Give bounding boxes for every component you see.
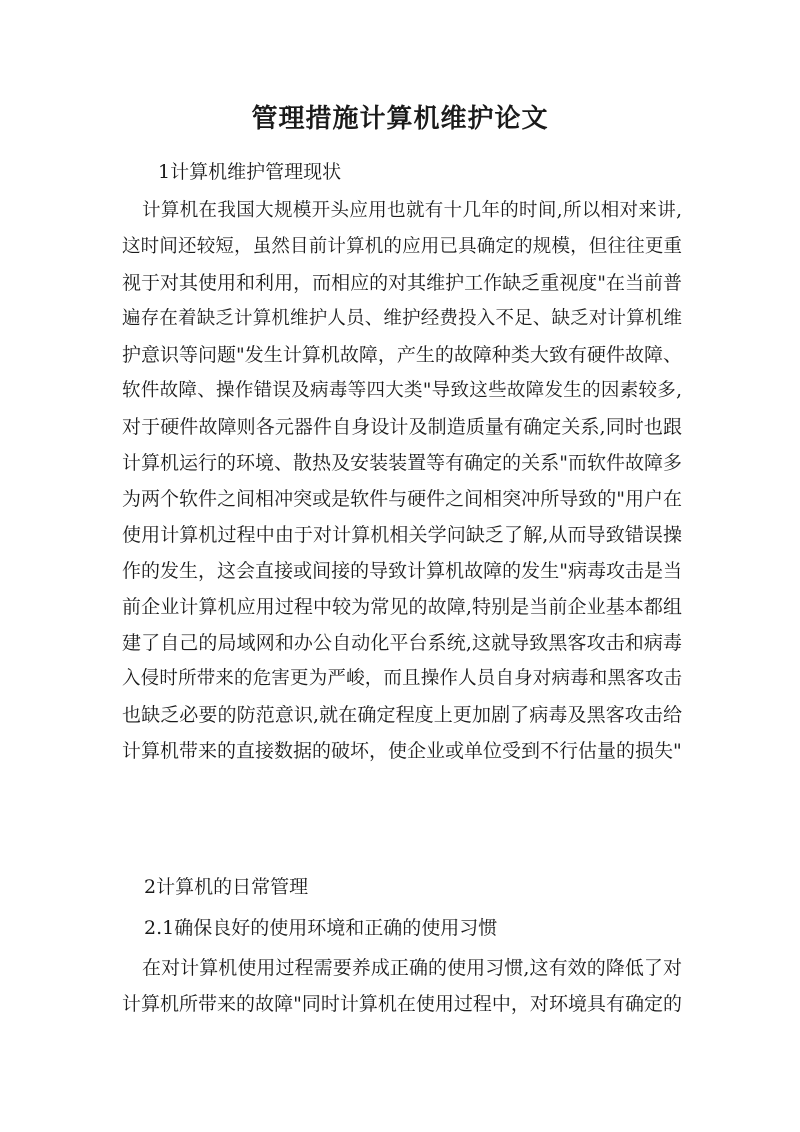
section-1-paragraph — [122, 193, 682, 769]
paragraph-line: 遍存在着缺乏计算机维护人员、维护经费投入不足、缺乏对计算机维 — [122, 308, 682, 329]
paragraph-line: 建了自己的局域网和办公自动化平台系统,这就导致黑客攻击和病毒 — [122, 632, 682, 654]
paragraph-line: 对于硬件故障则各元器件自身设计及制造质量有确定关系,同时也跟 — [122, 416, 682, 438]
paragraph-line: 在对计算机使用过程需要养成正确的使用习惯,这有效的降低了对 — [142, 957, 682, 979]
section-heading-1: 1计算机维护管理现状 — [158, 161, 342, 183]
paragraph-line: 为两个软件之间相冲突或是软件与硬件之间相突冲所导致的"用户在 — [122, 488, 682, 510]
paragraph-line: 入侵时所带来的危害更为严峻，而且操作人员自身对病毒和黑客攻击 — [122, 668, 682, 689]
paragraph-line: 作的发生，这会直接或间接的导致计算机故障的发生"病毒攻击是当 — [122, 560, 682, 582]
paragraph-line: 使用计算机过程中由于对计算机相关学问缺乏了解,从而导致错误操 — [122, 524, 682, 546]
section-heading-2: 2计算机的日常管理 — [144, 876, 309, 898]
paragraph-line: 也缺乏必要的防范意识,就在确定程度上更加剧了病毒及黑客攻击给 — [122, 704, 682, 726]
paragraph-line: 计算机所带来的故障"同时计算机在使用过程中，对环境具有确定的 — [122, 993, 682, 1015]
paragraph-line: 前企业计算机应用过程中较为常见的故障,特别是当前企业基本都组 — [122, 596, 682, 618]
paragraph-line: 这时间还较短，虽然目前计算机的应用已具确定的规模，但往往更重 — [122, 236, 682, 257]
section-2-1-paragraph — [122, 950, 682, 1022]
paragraph-line: 计算机运行的环境、散热及安装装置等有确定的关系"而软件故障多 — [122, 452, 682, 474]
paragraph-line: 护意识等问题"发生计算机故障，产生的故障种类大致有硬件故障、 — [122, 344, 682, 366]
paragraph-line: 视于对其使用和利用，而相应的对其维护工作缺乏重视度"在当前普 — [122, 272, 682, 294]
section-heading-2-1: 2.1确保良好的使用环境和正确的使用习惯 — [144, 917, 498, 939]
document-title: 管理措施计算机维护论文 — [251, 104, 549, 134]
paragraph-line: 计算机带来的直接数据的破坏，使企业或单位受到不行估量的损失" — [122, 740, 682, 762]
paragraph-line: 软件故障、操作错误及病毒等四大类"导致这些故障发生的因素较多, — [122, 380, 682, 401]
paragraph-line: 计算机在我国大规模开头应用也就有十几年的时间,所以相对来讲, — [142, 200, 682, 221]
